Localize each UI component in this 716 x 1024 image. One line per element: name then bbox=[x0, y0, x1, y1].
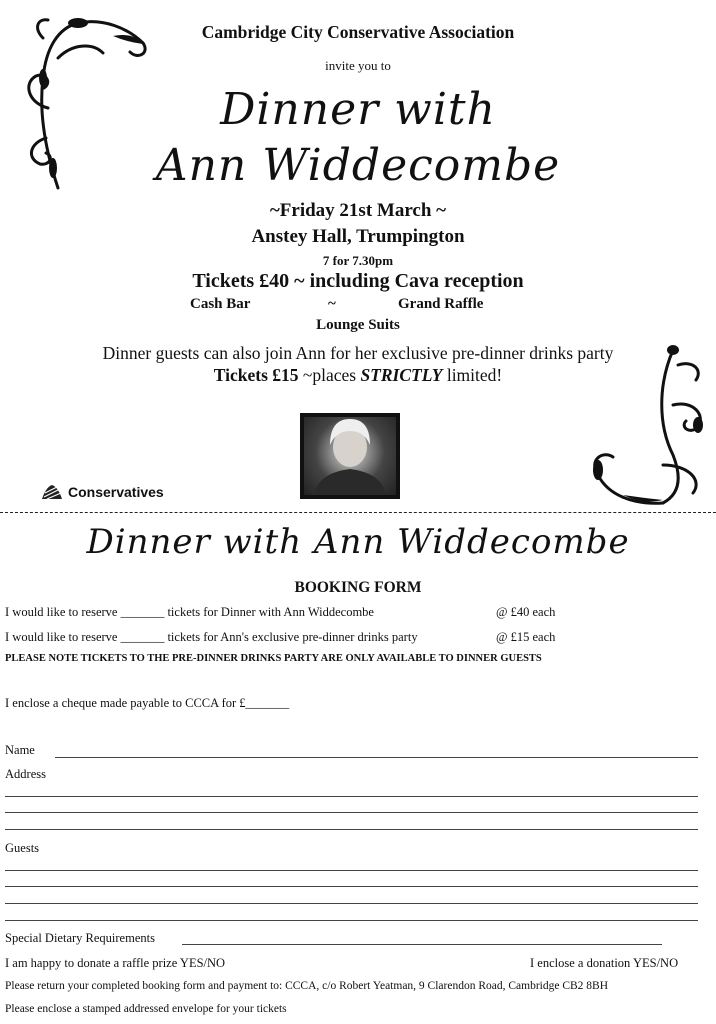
dietary-field[interactable] bbox=[182, 944, 662, 945]
ticket-price: Tickets £40 ~ including Cava reception bbox=[192, 270, 524, 292]
drinks-reserve-row: I would like to reserve _______ tickets for Ann's exclusive pre-dinner drinks party bbox=[5, 630, 418, 644]
guests-field-2[interactable] bbox=[5, 886, 698, 887]
address-field-2[interactable] bbox=[5, 812, 698, 813]
org-name: Cambridge City Conservative Association bbox=[201, 22, 515, 42]
booking-form-heading: BOOKING FORM bbox=[294, 579, 422, 596]
return-info: Please return your completed booking form and payment to: CCCA, c/o Robert Yeatman, 9 Clarendon Road, Cambridge CB2 8BH bbox=[5, 980, 609, 992]
strictly: STRICTLY bbox=[360, 365, 443, 385]
event-venue: Anstey Hall, Trumpington bbox=[251, 226, 465, 247]
title-line-1: Dinner with bbox=[220, 84, 496, 135]
grand-raffle: Grand Raffle bbox=[398, 296, 484, 312]
guests-label: Guests bbox=[5, 841, 40, 855]
speaker-photo bbox=[300, 413, 400, 499]
title-line-2: Ann Widdecombe bbox=[155, 140, 561, 191]
separator: ~ bbox=[328, 296, 336, 312]
event-date: ~Friday 21st March ~ bbox=[269, 200, 447, 221]
conservatives-logo bbox=[40, 483, 164, 501]
address-field-1[interactable] bbox=[5, 796, 698, 797]
logo-text: Conservatives bbox=[68, 484, 164, 500]
drinks-tickets: Tickets £15 ~places STRICTLY limited! bbox=[213, 365, 503, 385]
cash-bar: Cash Bar bbox=[190, 296, 251, 312]
form-title: Dinner with Ann Widdecombe bbox=[86, 522, 630, 562]
invite-text: invite you to bbox=[325, 58, 391, 73]
dinner-price: @ £40 each bbox=[496, 605, 556, 619]
envelope-note: Please enclose a stamped addressed envelope for your tickets bbox=[5, 1003, 287, 1015]
dress-code: Lounge Suits bbox=[316, 317, 400, 333]
name-field[interactable] bbox=[55, 757, 698, 758]
tree-logo-icon bbox=[40, 483, 64, 501]
guests-field-4[interactable] bbox=[5, 920, 698, 921]
drinks-price: @ £15 each bbox=[496, 630, 556, 644]
raffle-prize-option[interactable]: I am happy to donate a raffle prize YES/NO bbox=[5, 956, 226, 970]
drinks-party-text: Dinner guests can also join Ann for her exclusive pre-dinner drinks party bbox=[102, 343, 614, 363]
event-extras bbox=[0, 296, 716, 316]
cheque-line: I enclose a cheque made payable to CCCA for £_______ bbox=[5, 696, 290, 710]
address-label: Address bbox=[5, 767, 46, 781]
dinner-reserve-row: I would like to reserve _______ tickets for Dinner with Ann Widdecombe bbox=[5, 605, 374, 619]
drinks-tickets-price: Tickets £15 bbox=[213, 365, 299, 385]
guests-field-3[interactable] bbox=[5, 903, 698, 904]
address-field-3[interactable] bbox=[5, 829, 698, 830]
dietary-label: Special Dietary Requirements bbox=[5, 931, 155, 945]
name-label: Name bbox=[5, 743, 35, 757]
cut-line bbox=[0, 512, 716, 513]
guests-field-1[interactable] bbox=[5, 870, 698, 871]
drinks-note: PLEASE NOTE TICKETS TO THE PRE-DINNER DRINKS PARTY ARE ONLY AVAILABLE TO DINNER GUESTS bbox=[5, 653, 542, 664]
donation-option[interactable]: I enclose a donation YES/NO bbox=[530, 956, 679, 970]
event-time: 7 for 7.30pm bbox=[322, 253, 394, 268]
